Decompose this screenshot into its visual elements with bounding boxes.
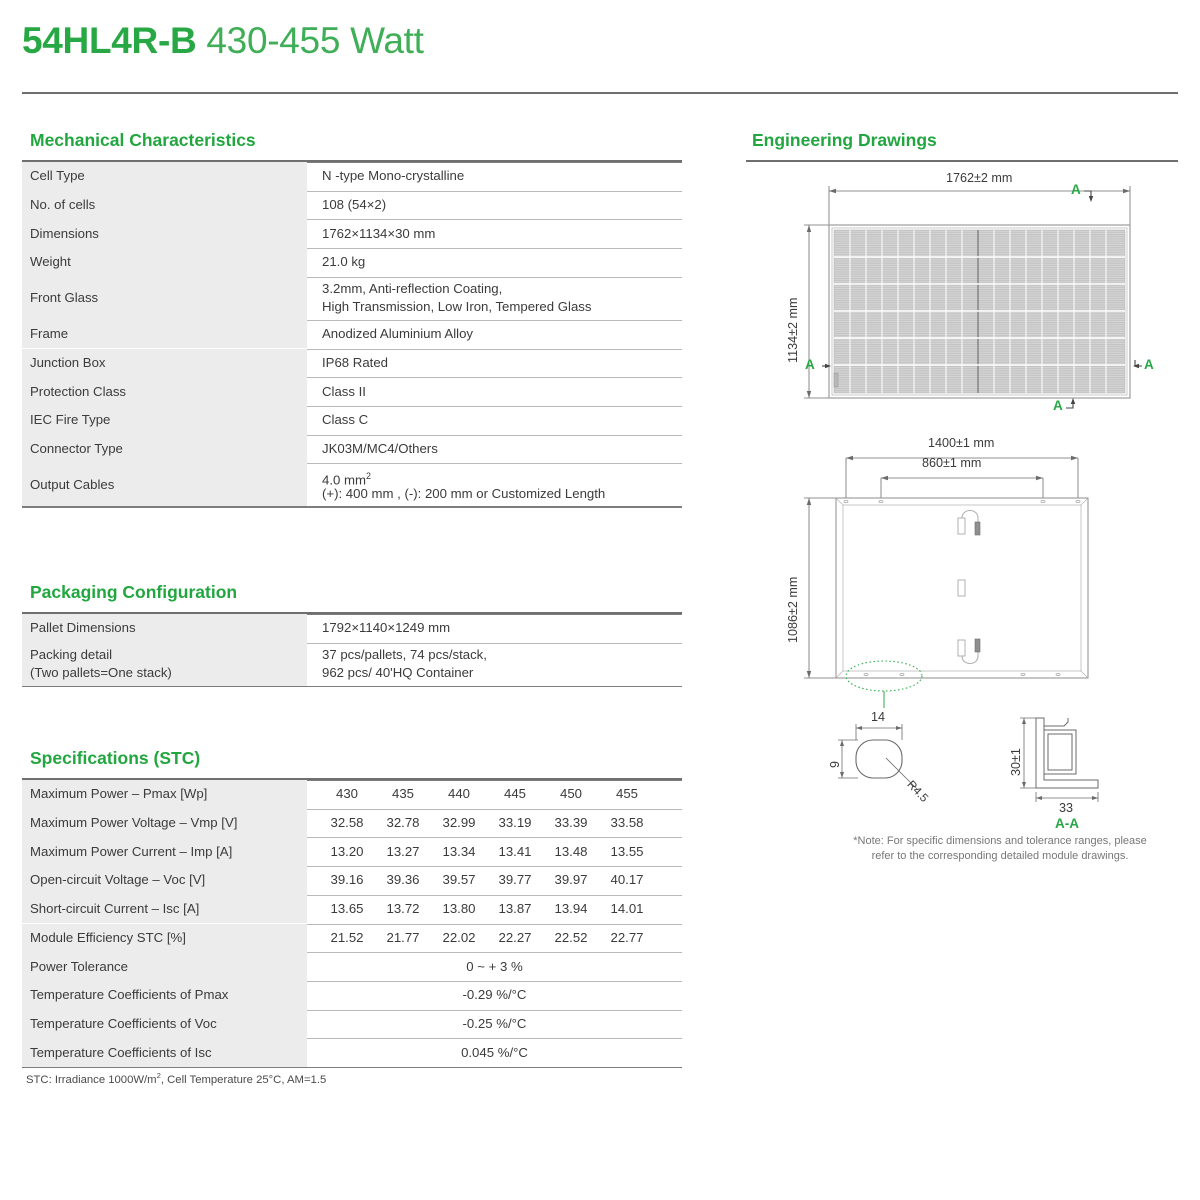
spec-value-cell: 39.97 [554,872,588,888]
row-value: Class II [322,383,366,399]
section-width-dimension: 33 [1059,801,1074,815]
spec-value-cell: 13.80 [442,901,476,917]
spec-value-cell: 32.78 [386,815,420,831]
spec-value-cell: 13.55 [610,843,644,859]
row-label-secondary: (Two pallets=One stack) [30,665,172,681]
section-label-aa: A-A [1055,816,1079,831]
row-label: Dimensions [30,225,99,241]
spec-value-cell: 22.27 [498,929,532,945]
table-row [22,924,682,953]
row-value-secondary: 962 pcs/ 40'HQ Container [322,665,474,681]
row-label: Maximum Power – Pmax [Wp] [30,786,208,802]
section-marker-top: A [1071,182,1081,197]
section-marker-right: A [1144,357,1154,372]
spec-value-cell: 13.87 [498,901,532,917]
hole-height-dimension: 9 [828,760,842,768]
row-label: Weight [30,254,71,270]
table-row [22,895,682,924]
spec-merged-value: 0 ~ + 3 % [466,958,523,974]
row-label: Power Tolerance [30,958,128,974]
drawings-heading: Engineering Drawings [752,130,937,150]
row-value: 1762×1134×30 mm [322,225,436,241]
table-row [22,866,682,895]
unit-superscript: 2 [365,470,371,481]
row-label: Temperature Coefficients of Voc [30,1015,217,1031]
spec-merged-value: -0.25 %/°C [462,1015,527,1031]
spec-value-cell: 22.77 [610,929,644,945]
power-range: 430-455 Watt [206,20,424,61]
spec-value-cell: 33.19 [498,815,532,831]
row-label: Cell Type [30,168,85,184]
table-row [22,1010,682,1039]
row-label: IEC Fire Type [30,412,111,428]
row-value-secondary: High Transmission, Low Iron, Tempered Glass [322,299,592,315]
row-label: Output Cables [30,476,115,492]
spec-value-cell: 13.34 [442,843,476,859]
footnote-sup: 2 [156,1071,161,1080]
table-row [22,406,682,435]
footnote-text-a: STC: Irradiance 1000W/m [26,1073,157,1086]
model-name: 54HL4R-B [22,20,197,61]
row-value: 3.2mm, Anti-reflection Coating, [322,281,503,297]
row-value: 37 pcs/pallets, 74 pcs/stack, [322,647,487,663]
spec-value-cell: 32.99 [442,815,476,831]
spec-value-cell: 13.27 [386,843,420,859]
back-height-dimension: 1086±2 mm [786,576,800,643]
row-value: 4.0 $mm^2$ [322,470,371,488]
spec-value-cell: 13.20 [330,843,364,859]
spec-value-cell: 13.65 [330,901,364,917]
spec-value-cell: 21.77 [386,929,420,945]
row-label: Maximum Power Current – Imp [A] [30,843,233,859]
page-title [22,20,424,62]
table-row [22,248,682,277]
row-value: 21.0 kg [322,254,366,270]
table-row [22,952,682,981]
table-row [22,191,682,220]
section-height-dimension: 30±1 [1009,748,1023,776]
specifications-footnote [26,1071,326,1086]
spec-value-cell: 440 [447,786,470,802]
detail-views-svg [746,700,1178,830]
spec-value-cell: 445 [503,786,526,802]
row-label: Front Glass [30,290,99,306]
row-label: Module Efficiency STC [%] [30,929,186,945]
specifications-heading: Specifications (STC) [30,748,201,768]
row-value: Anodized Aluminium Alloy [322,326,474,342]
back-view-svg [746,428,1178,708]
section-marker-bottom: A [1053,398,1063,413]
spec-value-cell: 33.58 [610,815,644,831]
table-row [22,320,682,349]
spec-value-cell: 13.94 [554,901,588,917]
back-inner-dimension: 860±1 mm [922,456,982,470]
front-width-dimension: 1762±2 mm [946,171,1013,185]
spec-value-cell: 430 [335,786,358,802]
table-row [22,1038,682,1067]
spec-merged-value: -0.29 %/°C [462,987,527,1003]
row-label: Packing detail [30,647,113,663]
table-row [22,463,682,506]
row-value: Class C [322,412,369,428]
table-row [22,377,682,406]
spec-value-cell: 22.52 [554,929,588,945]
back-outer-dimension: 1400±1 mm [928,436,995,450]
front-height-dimension: 1134±2 mm [786,297,800,363]
spec-value-cell: 21.52 [330,929,364,945]
row-label: No. of cells [30,197,96,213]
spec-value-cell: 39.57 [442,872,476,888]
detail-views-drawing [746,700,1178,830]
table-row [22,809,682,838]
row-divider [22,1067,682,1068]
footnote-text-b: , Cell Temperature 25°C, AM=1.5 [160,1073,327,1086]
row-label: Temperature Coefficients of Pmax [30,987,229,1003]
row-value: 108 (54×2) [322,197,387,213]
packaging-heading: Packaging Configuration [30,582,238,602]
table-row [22,349,682,378]
row-label: Maximum Power Voltage – Vmp [V] [30,815,238,831]
row-label: Temperature Coefficients of Isc [30,1044,212,1060]
row-value: JK03M/MC4/Others [322,440,438,456]
row-label: Open-circuit Voltage – Voc [V] [30,872,206,888]
table-row [22,614,682,643]
spec-value-cell: 455 [615,786,638,802]
spec-value-cell: 39.36 [386,872,420,888]
row-label: Short-circuit Current – Isc [A] [30,901,200,917]
spec-value-cell: 14.01 [610,901,644,917]
drawings-heading-rule [746,160,1178,162]
spec-value-cell: 40.17 [610,872,644,888]
spec-value-cell: 435 [391,786,414,802]
table-row [22,162,682,191]
hole-radius-dimension: R4.5 [904,778,931,805]
spec-value-cell: 13.48 [554,843,588,859]
row-divider [22,506,682,507]
spec-merged-value: 0.045 %/°C [461,1044,528,1060]
mechanical-heading: Mechanical Characteristics [30,130,256,150]
table-row [22,780,682,809]
drawings-note [830,834,1170,864]
row-value: N -type Mono-crystalline [322,168,465,184]
table-row [22,643,682,686]
row-label: Pallet Dimensions [30,620,136,636]
row-divider [22,686,682,687]
row-label: Protection Class [30,383,127,399]
table-row [22,277,682,320]
section-marker-left: A [805,357,815,372]
row-label: Frame [30,326,69,342]
spec-value-cell: 22.02 [442,929,476,945]
spec-value-cell: 13.41 [498,843,532,859]
spec-value-cell: 450 [559,786,582,802]
front-view-drawing [746,168,1178,428]
table-row [22,435,682,464]
spec-value-cell: 13.72 [386,901,420,917]
spec-value-cell: 32.58 [330,815,364,831]
spec-value-cell: 39.77 [498,872,532,888]
row-label: Junction Box [30,354,106,370]
table-row [22,219,682,248]
front-view-svg [746,168,1178,428]
table-row [22,981,682,1010]
hole-width-dimension: 14 [871,710,886,724]
back-view-drawing [746,428,1178,708]
row-value: IP68 Rated [322,354,388,370]
row-value: 1792×1140×1249 mm [322,620,451,636]
spec-value-cell: 33.39 [554,815,588,831]
title-divider [22,92,1178,94]
table-row [22,837,682,866]
row-label: Connector Type [30,440,123,456]
row-value-secondary: (+): 400 mm , (-): 200 mm or Customized Length [322,485,606,501]
drawings-note-line2: refer to the corresponding detailed module drawings. [871,850,1129,862]
spec-value-cell: 39.16 [330,872,364,888]
drawings-note-line1: *Note: For specific dimensions and tolerance ranges, please [853,835,1147,847]
